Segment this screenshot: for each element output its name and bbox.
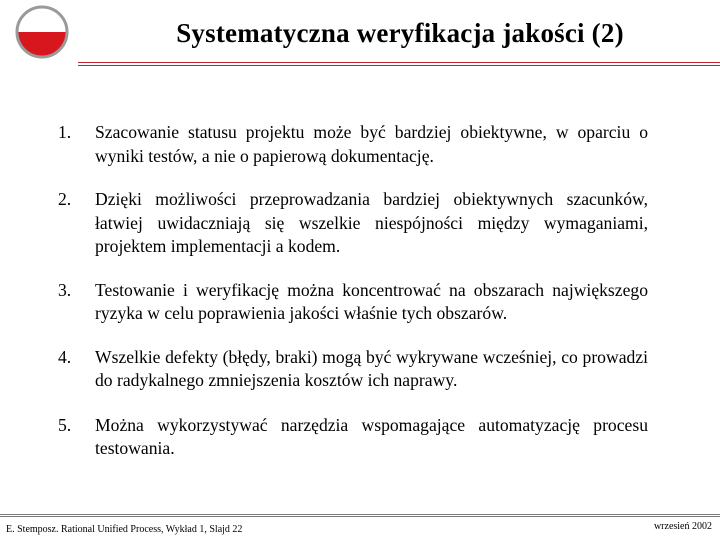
list-item [58, 279, 648, 326]
item-number: 1. [58, 122, 72, 142]
list-item [58, 414, 648, 461]
item-number: 3. [58, 279, 72, 300]
item-text: Wszelkie defekty (błędy, braki) mogą być wykrywane wcześniej, co prowadzi do radykalnego zmniejszenia kosztów ich naprawy. [95, 346, 648, 390]
item-text: Dzięki możliwości przeprowadzania bardziej obiektywnych szacunków, łatwiej uwidaczniają się wszelkie niespójności między wymaganiami, projektem implementacji a kodem. [95, 189, 648, 256]
slide-title: Systematyczna weryfikacja jakości (2) [176, 18, 624, 48]
footer-rule [0, 514, 720, 515]
item-text: Można wykorzystywać narzędzia wspomagające automatyzację procesu testowania. [95, 414, 648, 458]
item-text: Szacowanie statusu projektu może być bardziej obiektywne, w oparciu o wyniki testów, a nie o papierową dokumentację. [95, 122, 648, 166]
list-item [58, 188, 648, 259]
footer-rule-secondary [0, 516, 720, 517]
title-rule [78, 62, 720, 63]
item-number: 5. [58, 414, 72, 435]
point-list [58, 121, 648, 461]
footer-date: wrzesień 2002 [653, 521, 712, 532]
list-item [58, 346, 648, 393]
title-rule-secondary [78, 65, 720, 66]
item-text: Testowanie i weryfikację można koncentrować na obszarach największego ryzyka w celu poprawienia jakości właśnie tych obszarów. [95, 279, 648, 323]
footer-credit: E. Stemposz. Rational Unified Process, Wykład 1, Slajd 22 [6, 524, 243, 535]
item-number: 4. [58, 346, 72, 367]
item-number: 2. [58, 189, 72, 209]
polish-flag-circle-icon [14, 4, 70, 60]
list-item [58, 121, 648, 168]
